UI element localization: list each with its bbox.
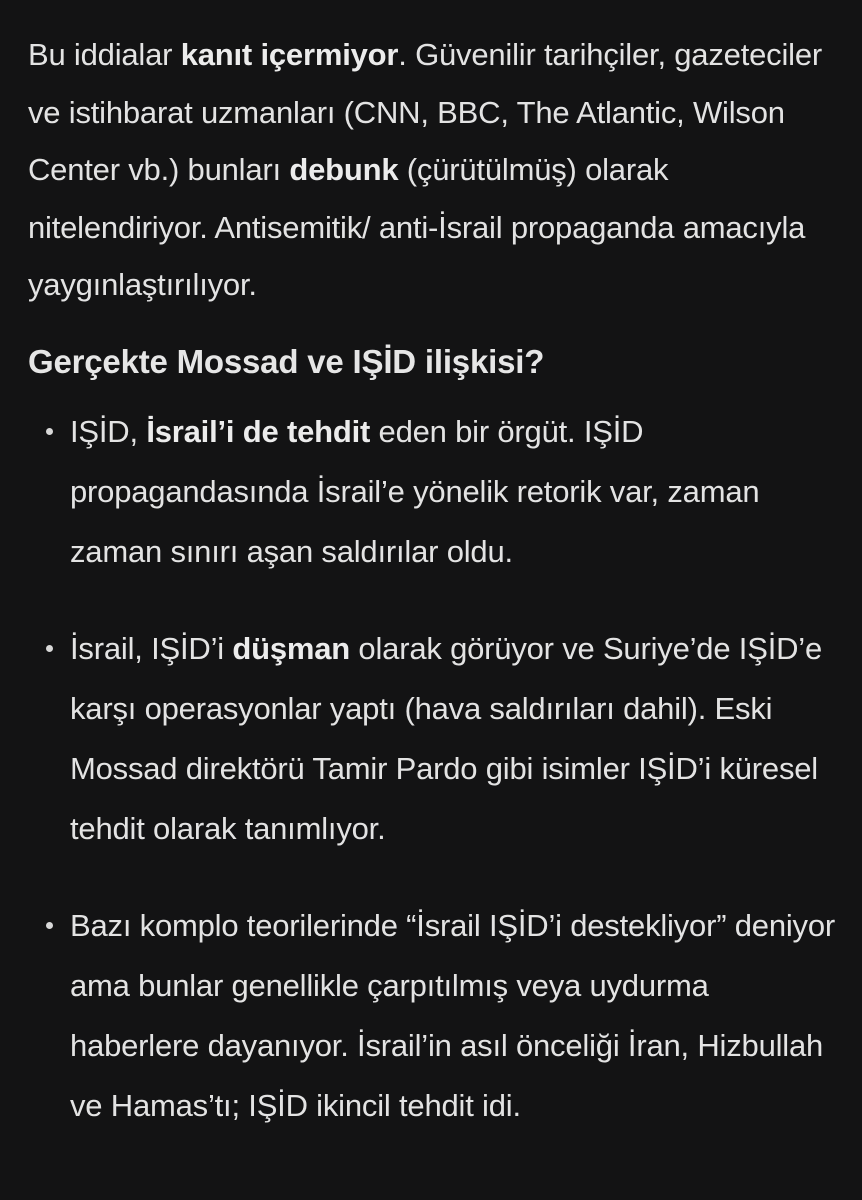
- bullet-icon: [46, 428, 53, 435]
- bullet-text-part: Bazı komplo teorilerinde “İsrail IŞİD’i destekliyor” deniyor ama bunlar genellikle çarpıtılmış veya uydurma haberlere dayanıyor. İsrail’in asıl önceliği İran, Hizbullah ve Hamas’tı; IŞİD ikincil tehdit idi.: [70, 907, 836, 1123]
- bullet-text: [70, 896, 838, 1136]
- bullet-text-part: İsrail, IŞİD’i: [70, 630, 233, 666]
- bullet-text-part: eden bir örgüt. IŞİD propagandasında İsrail’e yönelik retorik var, zaman zaman sınırı aşan saldırılar oldu.: [70, 413, 760, 569]
- chat-response: [28, 26, 838, 1173]
- bullet-icon: [46, 645, 53, 652]
- intro-bold-1: kanıt içermiyor: [180, 37, 399, 72]
- bullet-text-part: IŞİD,: [70, 413, 147, 449]
- intro-bold-2: debunk: [289, 152, 399, 187]
- bullet-text: [70, 402, 838, 582]
- list-item: [28, 896, 838, 1136]
- bullet-text: [70, 619, 838, 859]
- intro-text-1: Bu iddialar: [28, 37, 181, 72]
- bullet-text-part: olarak görüyor ve Suriye’de IŞİD’e karşı operasyonlar yaptı (hava saldırıları dahil). Eski Mossad direktörü Tamir Pardo gibi isimler IŞİD’i küresel tehdit olarak tanımlıyor.: [70, 630, 823, 846]
- intro-paragraph: [28, 26, 838, 314]
- list-item: [28, 402, 838, 582]
- section-heading: Gerçekte Mossad ve IŞİD ilişkisi?: [28, 342, 545, 380]
- list-item: [28, 619, 838, 859]
- bullet-icon: [46, 922, 53, 929]
- intro-text-3: (çürütülmüş) olarak nitelendiriyor. Antisemitik/ anti-İsrail propaganda amacıyla yaygınlaştırılıyor.: [28, 152, 806, 302]
- bullet-list: [28, 402, 838, 1136]
- intro-text-2: . Güvenilir tarihçiler, gazeteciler ve istihbarat uzmanları (CNN, BBC, The Atlantic, Wilson Center vb.) bunları: [28, 37, 822, 187]
- bullet-bold-part: düşman: [232, 630, 351, 666]
- bullet-bold-part: İsrail’i de tehdit: [146, 413, 371, 449]
